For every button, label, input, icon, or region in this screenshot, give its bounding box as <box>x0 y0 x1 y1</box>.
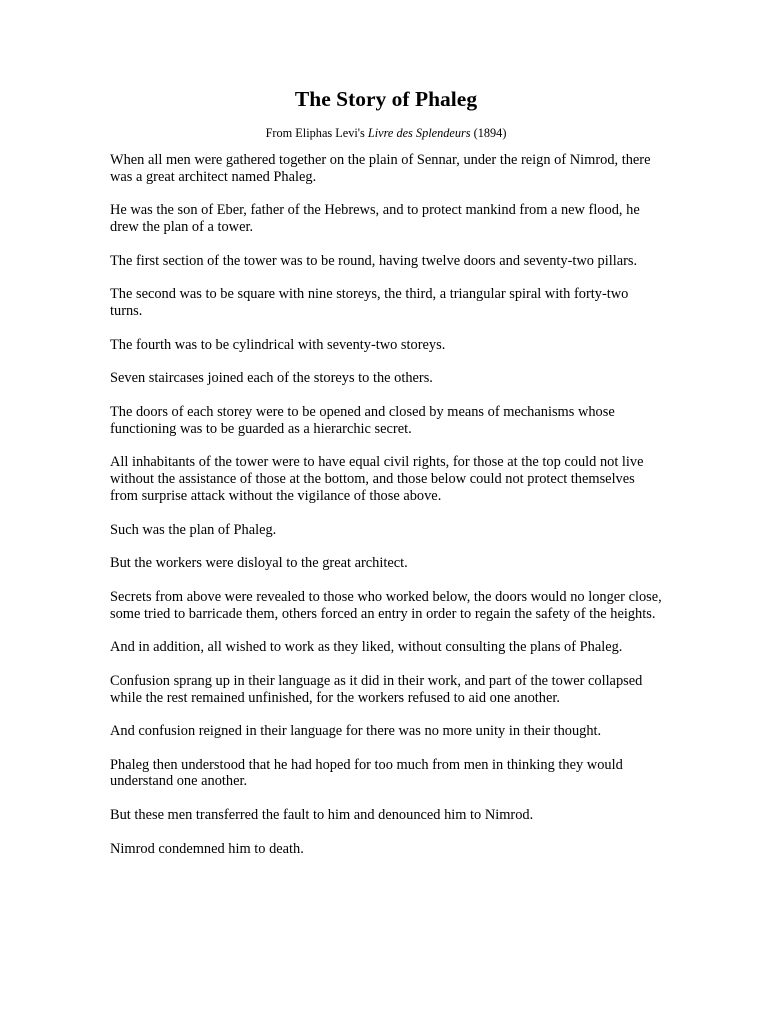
paragraph: Phaleg then understood that he had hoped for too much from men in thinking they would understand one another. <box>110 756 623 790</box>
paragraph: The second was to be square with nine storeys, the third, a triangular spiral with forty-two turns. <box>110 286 629 320</box>
paragraph: Nimrod condemned him to death. <box>110 840 304 857</box>
document-title: The Story of Phaleg <box>294 87 478 111</box>
document-page <box>110 86 662 874</box>
source-work-title: Livre des Splendeurs <box>367 126 471 140</box>
source-prefix: From Eliphas Levi's <box>265 126 368 140</box>
paragraph: All inhabitants of the tower were to have equal civil rights, for those at the top could not live without the assistance of those at the bottom, and those below could not protect themselves from surprise attack without the vigilance of those above. <box>110 454 644 504</box>
paragraph: But these men transferred the fault to him and denounced him to Nimrod. <box>110 807 534 824</box>
paragraph: But the workers were disloyal to the great architect. <box>110 555 408 572</box>
paragraph: When all men were gathered together on the plain of Sennar, under the reign of Nimrod, there was a great architect named Phaleg. <box>110 152 651 185</box>
paragraph: The doors of each storey were to be opened and closed by means of mechanisms whose functioning was to be guarded as a hierarchic secret. <box>110 403 615 437</box>
paragraph: Seven staircases joined each of the storeys to the others. <box>110 370 433 387</box>
paragraph: And in addition, all wished to work as they liked, without consulting the plans of Phaleg. <box>110 639 623 656</box>
paragraph: Secrets from above were revealed to those who worked below, the doors would no longer close, some tried to barricade them, others forced an entry in order to regain the safety of the heights. <box>110 588 662 622</box>
paragraph: The first section of the tower was to be round, having twelve doors and seventy-two pillars. <box>110 252 638 269</box>
source-attribution <box>110 126 662 141</box>
paragraph: Confusion sprang up in their language as it did in their work, and part of the tower collapsed while the rest remained unfinished, for the workers refused to aid one another. <box>110 672 643 706</box>
paragraph: He was the son of Eber, father of the Hebrews, and to protect mankind from a new flood, he drew the plan of a tower. <box>110 202 640 236</box>
paragraph: And confusion reigned in their language for there was no more unity in their thought. <box>110 723 602 740</box>
story-body <box>110 152 662 857</box>
paragraph: The fourth was to be cylindrical with seventy-two storeys. <box>110 336 446 353</box>
paragraph: Such was the plan of Phaleg. <box>110 521 277 538</box>
source-year: (1894) <box>470 126 507 140</box>
